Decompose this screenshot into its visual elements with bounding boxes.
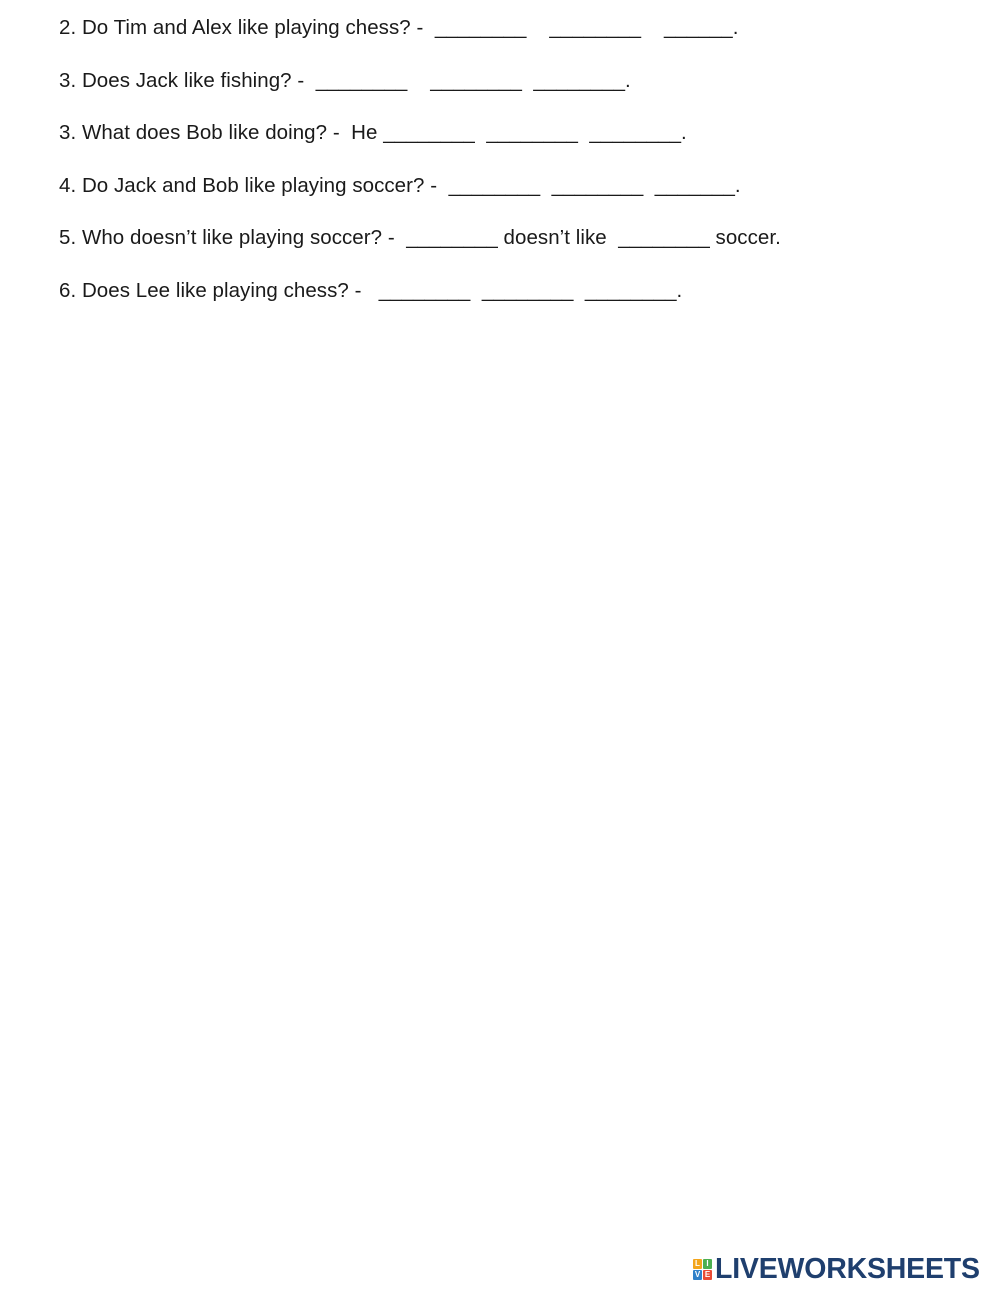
logo-mark-letter-e: E: [704, 1269, 711, 1279]
liveworksheets-logo: [693, 1254, 980, 1284]
logo-mark-letter-i: I: [703, 1259, 712, 1269]
question-3-bob-doing: 3. What does Bob like doing? - He ________ ________ ________.: [59, 121, 687, 144]
logo-mark-letter-v: V: [694, 1269, 701, 1279]
question-5-who-soccer: 5. Who doesn’t like playing soccer? - ________ doesn’t like ________ soccer.: [59, 226, 781, 249]
worksheet: [59, 14, 980, 329]
question-4-jack-bob-soccer: 4. Do Jack and Bob like playing soccer? - ________ ________ _______.: [59, 173, 741, 197]
question-2-tim-alex-chess: 2. Do Tim and Alex like playing chess? - ________ ________ ______.: [59, 16, 739, 39]
logo-mark-letter-l: L: [693, 1259, 702, 1269]
live-mark-icon: [693, 1259, 712, 1280]
logo-wordmark: LIVEWORKSHEETS: [715, 1253, 980, 1285]
question-6-lee-chess: 6. Does Lee like playing chess? - ________ ________ ________.: [59, 278, 683, 302]
question-3-jack-fishing: 3. Does Jack like fishing? - ________ ________ ________.: [59, 68, 631, 92]
